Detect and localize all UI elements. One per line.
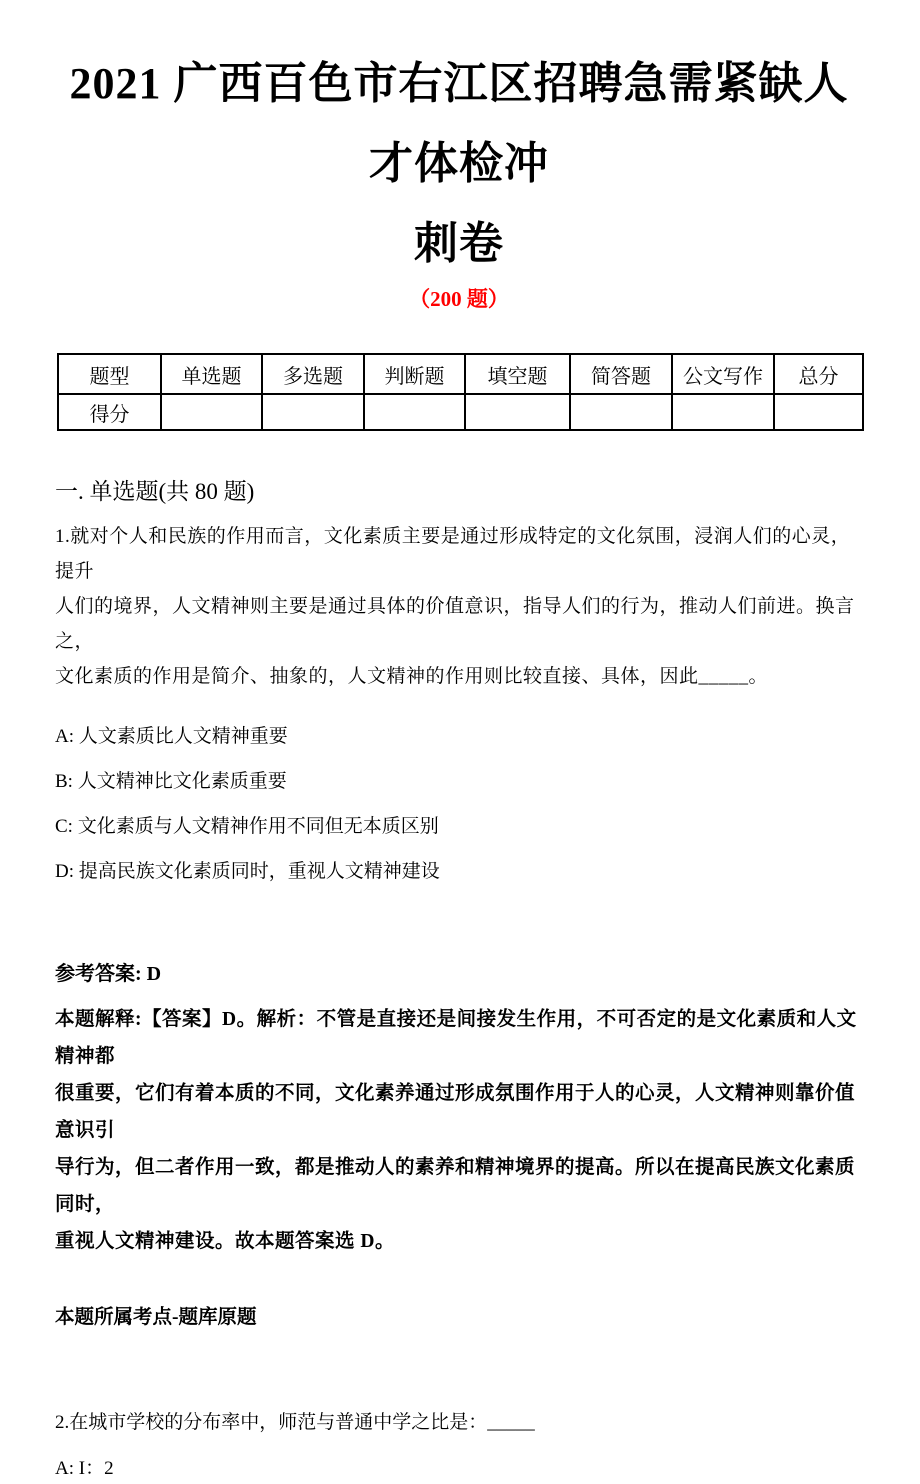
header-cell-total-score: 总分 xyxy=(774,354,863,394)
question-1-explanation xyxy=(55,1001,863,1260)
page-title-line-1: 2021 广西百色市右江区招聘急需紧缺人才体检冲 xyxy=(69,59,849,188)
question-1-options xyxy=(55,714,863,894)
question-2-option-a: A: I：2 xyxy=(55,1458,114,1479)
page-title-line-2: 刺卷 xyxy=(414,219,504,268)
score-cell xyxy=(672,394,774,430)
header-cell-true-false: 判断题 xyxy=(364,354,465,394)
topic-note: 本题所属考点-题库原题 xyxy=(55,1307,257,1328)
score-cell xyxy=(364,394,465,430)
page-title xyxy=(55,44,863,284)
header-cell-question-type: 题型 xyxy=(58,354,161,394)
score-table-header-row xyxy=(58,354,863,394)
question-1-text-line: 1.就对个人和民族的作用而言，文化素质主要是通过形成特定的文化氛围，浸润人们的心灵，提升 xyxy=(55,526,851,582)
score-cell xyxy=(774,394,863,430)
question-2-text: 2.在城市学校的分布率中，师范与普通中学之比是：_____ xyxy=(55,1412,535,1433)
score-cell xyxy=(570,394,672,430)
question-count-subtitle: （200 题） xyxy=(409,287,509,311)
explanation-line: 本题解释:【答案】D。解析：不管是直接还是间接发生作用，不可否定的是文化素质和人文精神都 xyxy=(55,1009,857,1067)
document-page xyxy=(0,44,920,1479)
score-row-label: 得分 xyxy=(58,394,161,430)
header-cell-short-answer: 简答题 xyxy=(570,354,672,394)
reference-answer: 参考答案: D xyxy=(55,963,162,985)
header-cell-official-writing: 公文写作 xyxy=(672,354,774,394)
question-1-option-d: D: 提高民族文化素质同时，重视人文精神建设 xyxy=(55,861,440,882)
question-1-text-line: 文化素质的作用是简介、抽象的，人文精神的作用则比较直接、具体，因此_____。 xyxy=(55,666,769,687)
question-1 xyxy=(55,519,863,694)
explanation-line: 导行为，但二者作用一致，都是推动人的素养和精神境界的提高。所以在提高民族文化素质同时， xyxy=(55,1157,856,1215)
question-1-option-b: B: 人文精神比文化素质重要 xyxy=(55,771,287,792)
header-cell-multi-choice: 多选题 xyxy=(262,354,364,394)
score-table-score-row xyxy=(58,394,863,430)
header-cell-fill-blank: 填空题 xyxy=(465,354,570,394)
header-cell-single-choice: 单选题 xyxy=(161,354,262,394)
section-heading-single-choice: 一. 单选题(共 80 题) xyxy=(55,479,255,504)
question-1-option-a: A: 人文素质比人文精神重要 xyxy=(55,726,288,747)
score-cell xyxy=(262,394,364,430)
explanation-line: 很重要，它们有着本质的不同，文化素养通过形成氛围作用于人的心灵，人文精神则靠价值意识引 xyxy=(55,1083,856,1141)
explanation-line: 重视人文精神建设。故本题答案选 D。 xyxy=(55,1231,395,1252)
score-table xyxy=(57,353,864,431)
score-cell xyxy=(465,394,570,430)
score-cell xyxy=(161,394,262,430)
question-1-text-line: 人们的境界，人文精神则主要是通过具体的价值意识，指导人们的行为，推动人们前进。换言之， xyxy=(55,596,855,652)
question-1-option-c: C: 文化素质与人文精神作用不同但无本质区别 xyxy=(55,816,439,837)
